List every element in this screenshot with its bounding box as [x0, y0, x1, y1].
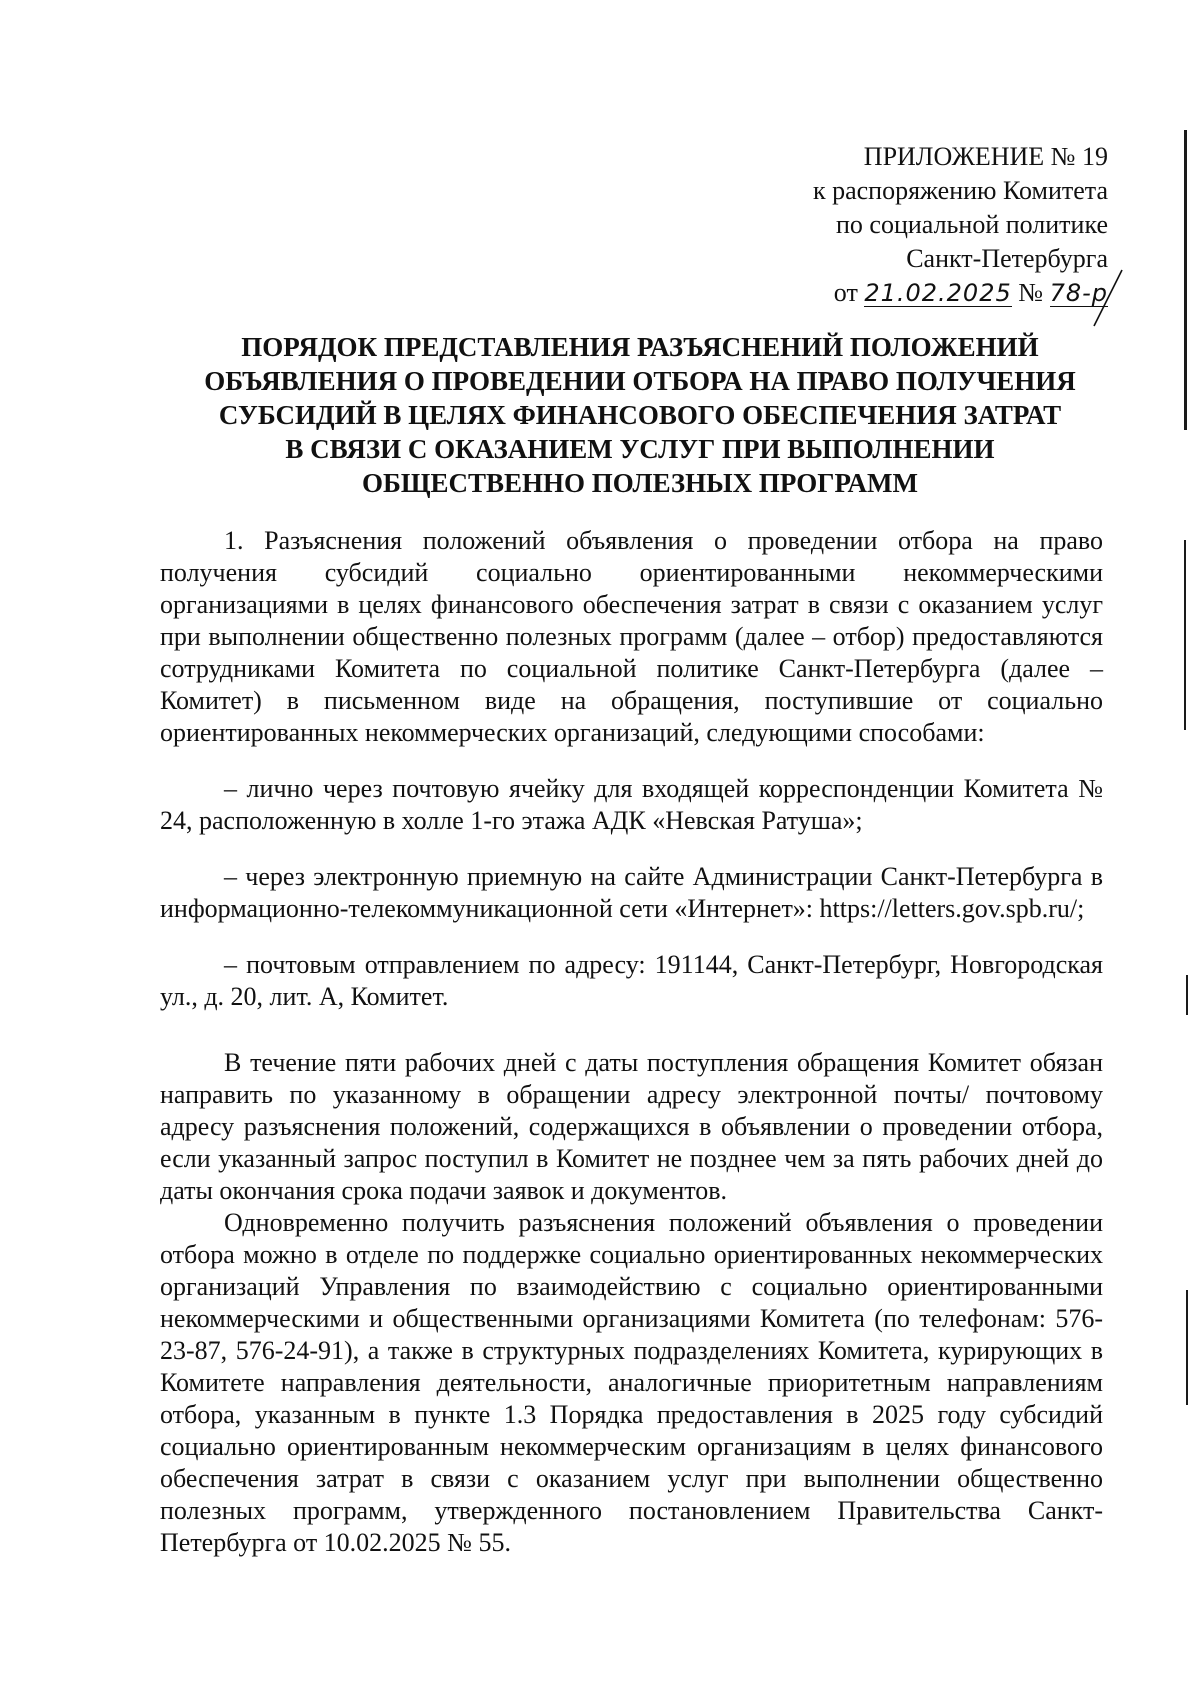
appendix-title: ПРИЛОЖЕНИЕ № 19 [863, 142, 1108, 171]
date-prefix: от [833, 278, 858, 307]
number-prefix: № [1018, 278, 1044, 307]
appendix-line: по социальной политике [836, 210, 1108, 239]
method-mail: – почтовым отправлением по адресу: 191144, Санкт-Петербург, Новгородская ул., д. 20, лит. А, Комитет. [160, 950, 1103, 1011]
document-body [160, 525, 1103, 1559]
document-title [160, 330, 1120, 500]
scan-edge-mark [1186, 975, 1188, 1015]
title-line: СУБСИДИЙ В ЦЕЛЯХ ФИНАНСОВОГО ОБЕСПЕЧЕНИЯ ЗАТРАТ [218, 400, 1062, 430]
paragraph-1: 1. Разъяснения положений объявления о проведении отбора на право получения субсидий социально ориентированными некоммерческими организациями в целях финансового обеспечения затрат в связи с оказанием услуг при выполнении общественно полезных программ (далее – отбор) предоставляются сотрудниками Комитета по социальной политике Санкт-Петербурга (далее – Комитет) в письменном виде на обращения, поступившие от социально ориентированных некоммерческих организаций, следующими способами: [160, 526, 1103, 747]
scan-edge-mark [1184, 130, 1187, 430]
title-line: ОБЩЕСТВЕННО ПОЛЕЗНЫХ ПРОГРАММ [362, 468, 918, 498]
appendix-line: Санкт-Петербурга [906, 244, 1108, 273]
title-line: В СВЯЗИ С ОКАЗАНИЕМ УСЛУГ ПРИ ВЫПОЛНЕНИИ [285, 434, 995, 464]
scan-edge-mark [1184, 540, 1186, 730]
title-line: ОБЪЯВЛЕНИЯ О ПРОВЕДЕНИИ ОТБОРА НА ПРАВО ПОЛУЧЕНИЯ [204, 366, 1076, 396]
appendix-line: к распоряжению Комитета [812, 176, 1108, 205]
method-online: – через электронную приемную на сайте Администрации Санкт-Петербурга в информационно-телекоммуникационной сети «Интернет»: https://letters.gov.spb.ru/; [160, 862, 1103, 923]
paragraph-contacts: Одновременно получить разъяснения положений объявления о проведении отбора можно в отделе по поддержке социально ориентированных некоммерческих организаций Управления по взаимодействию с социально ориентированными некоммерческими и общественными организациями Комитета (по телефонам: 576-23-87, 576-24-91), а также в структурных подразделениях Комитета, курирующих в Комитете направления деятельности, аналогичные приоритетным направлениям отбора, указанным в пункте 1.3 Порядка предоставления в 2025 году субсидий социально ориентированным некоммерческим организациям в целях финансового обеспечения затрат в связи с оказанием услуг при выполнении общественно полезных программ, утвержденного постановлением Правительства Санкт-Петербурга от 10.02.2025 № 55. [160, 1208, 1103, 1557]
method-personal: – лично через почтовую ячейку для входящей корреспонденции Комитета № 24, расположенную в холле 1-го этажа АДК «Невская Ратуша»; [160, 774, 1103, 835]
handwritten-date: 21.02.2025 [864, 279, 1012, 307]
paragraph-deadline: В течение пяти рабочих дней с даты поступления обращения Комитет обязан направить по указанному в обращении адресу электронной почты/ почтовому адресу разъяснения положений, содержащихся в объявлении о проведении отбора, если указанный запрос поступил в Комитет не позднее чем за пять рабочих дней до даты окончания срока подачи заявок и документов. [160, 1048, 1103, 1205]
appendix-date-line [813, 276, 1108, 310]
appendix-header [813, 140, 1108, 310]
handwritten-slash [1086, 268, 1126, 328]
title-line: ПОРЯДОК ПРЕДСТАВЛЕНИЯ РАЗЪЯСНЕНИЙ ПОЛОЖЕНИЙ [241, 332, 1039, 362]
handwritten-number: 78-р [1049, 279, 1108, 307]
scan-edge-mark [1186, 1290, 1188, 1405]
